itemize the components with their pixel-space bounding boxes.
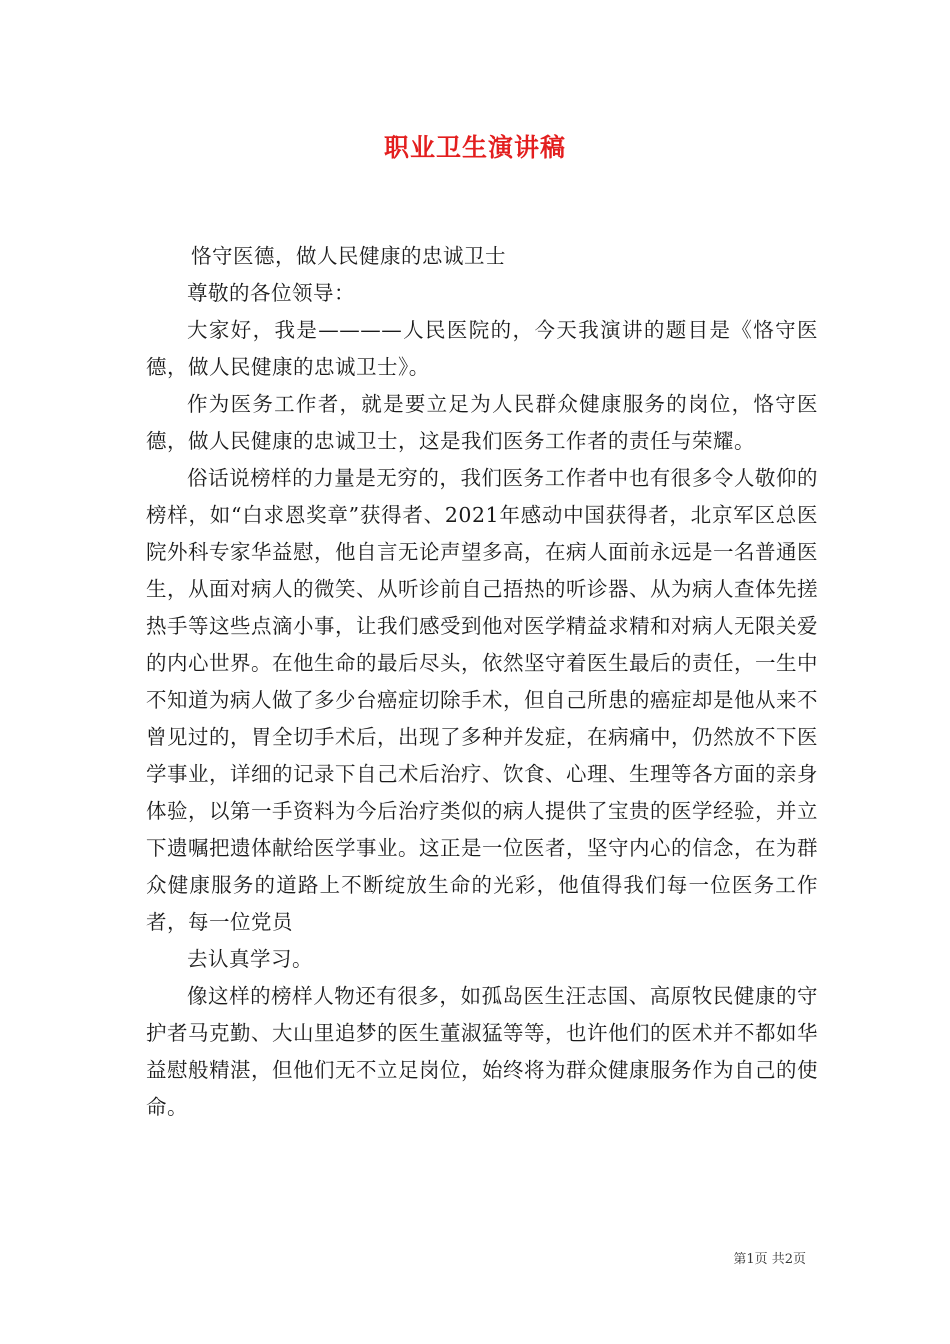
paragraph-continuation: 去认真学习。: [187, 947, 313, 971]
paragraph-role: 作为医务工作者，就是要立足为人民群众健康服务的岗位，恪守医德，做人民健康的忠诚卫士，这是我们医务工作者的责任与荣耀。: [146, 392, 818, 453]
document-body: [146, 238, 818, 1126]
page-title: 职业卫生演讲稿: [383, 133, 566, 162]
paragraph-more-examples: 像这样的榜样人物还有很多，如孤岛医生汪志国、高原牧民健康的守护者马克勤、大山里追梦的医生董淑猛等等，也许他们的医术并不都如华益慰般精湛，但他们无不立足岗位，始终将为群众健康服务作为自己的使命。: [146, 984, 818, 1119]
page-number: 第1页 共2页: [733, 1252, 806, 1267]
paragraph-intro: 大家好，我是————人民医院的，今天我演讲的题目是《恪守医德，做人民健康的忠诚卫士》。: [146, 318, 818, 379]
paragraph-role-model: 俗话说榜样的力量是无穷的，我们医务工作者中也有很多令人敬仰的榜样，如“白求恩奖章”获得者、2021年感动中国获得者，北京军区总医院外科专家华益慰，他自言无论声望多高，在病人面前永远是一名普通医生，从面对病人的微笑、从听诊前自己捂热的听诊器、从为病人查体先搓热手等这些点滴小事，让我们感受到他对医学精益求精和对病人无限关爱的内心世界。在他生命的最后尽头，依然坚守着医生最后的责任，一生中不知道为病人做了多少台癌症切除手术，但自己所患的癌症却是他从来不曾见过的，胃全切手术后，出现了多种并发症，在病痛中，仍然放不下医学事业，详细的记录下自己术后治疗、饮食、心理、生理等各方面的亲身体验，以第一手资料为今后治疗类似的病人提供了宝贵的医学经验，并立下遗嘱把遗体献给医学事业。这正是一位医者，坚守内心的信念，在为群众健康服务的道路上不断绽放生命的光彩，他值得我们每一位医务工作者，每一位党员: [146, 466, 818, 934]
speech-subtitle: 恪守医德，做人民健康的忠诚卫士: [191, 244, 506, 268]
salutation: 尊敬的各位领导：: [187, 281, 355, 305]
